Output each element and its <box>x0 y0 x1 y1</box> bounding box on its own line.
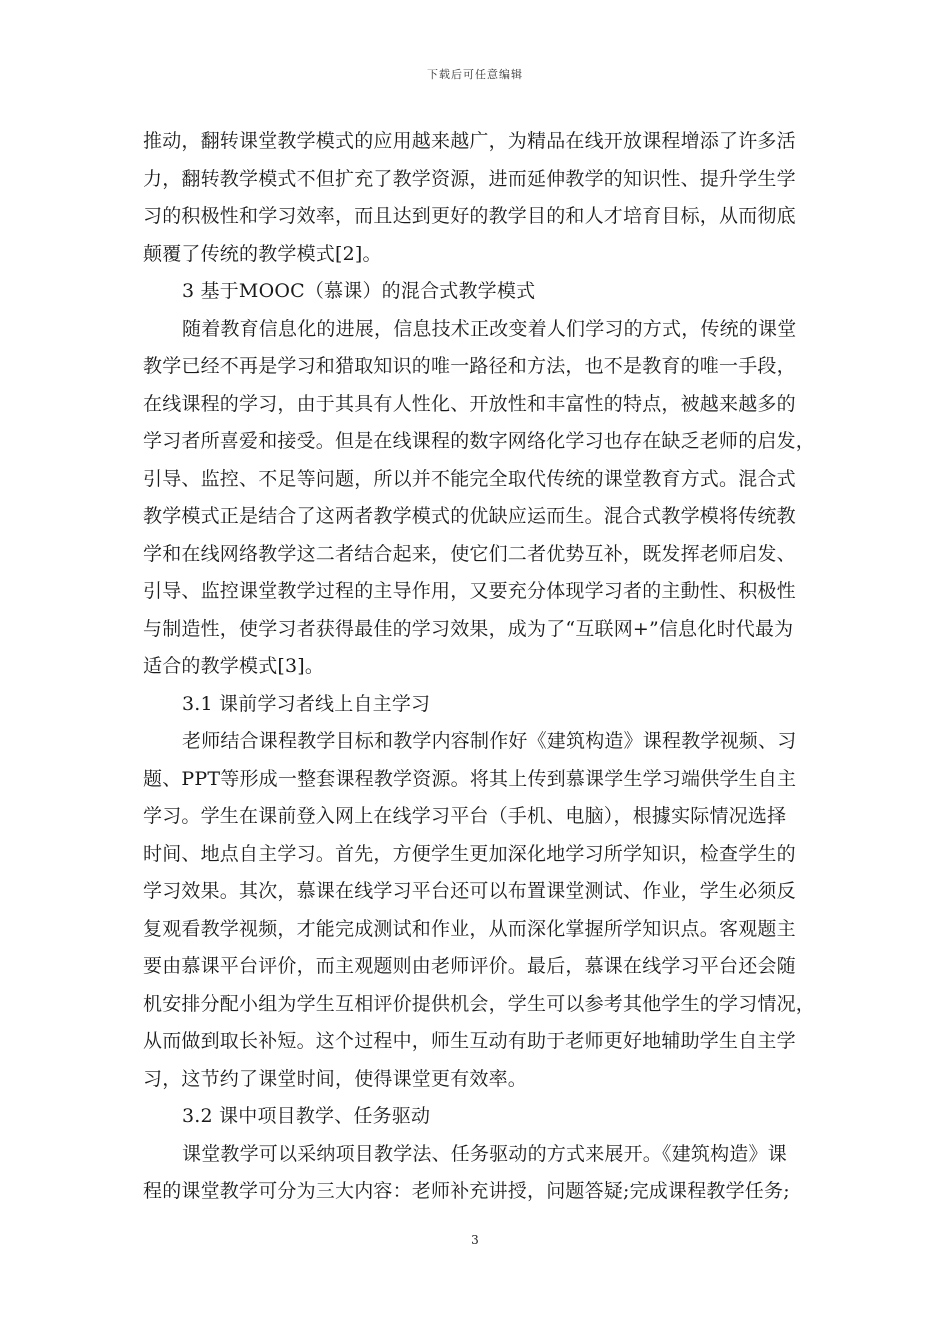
text-line: 推动，翻转课堂教学模式的应用越来越广，为精品在线开放课程增添了许多活 <box>143 130 796 152</box>
text-line: 机安排分配小组为学生互相评价提供机会，学生可以参考其他学生的学习情况， <box>143 992 816 1015</box>
text-line: 力，翻转教学模式不但扩充了教学资源，进而延伸教学的知识性、提升学生学 <box>143 167 796 190</box>
text-line: 程的课堂教学可分为三大内容：老师补充讲授，问题答疑;完成课程教学任务; <box>143 1180 790 1202</box>
text-line: 习的积极性和学习效率，而且达到更好的教学目的和人才培育目标，从而彻底 <box>143 205 796 227</box>
text-line: 引导、监控、不足等问题，所以并不能完全取代传统的课堂教育方式。混合式 <box>143 467 796 490</box>
text-line: 课堂教学可以采纳项目教学法、任务驱动的方式来展开。《建筑构造》课 <box>182 1142 787 1165</box>
text-line: 3.1 课前学习者线上自主学习 <box>182 692 431 715</box>
text-line: 学习效果。其次，慕课在线学习平台还可以布置课堂测试、作业，学生必须反 <box>143 880 796 902</box>
text-line: 与制造性，使学习者获得最佳的学习效果，成为了“互联网+”信息化时代最为 <box>143 617 794 640</box>
text-line: 习，这节约了课堂时间，使得课堂更有效率。 <box>143 1067 528 1090</box>
text-line: 教学已经不再是学习和猎取知识的唯一路径和方法，也不是教育的唯一手段， <box>143 355 796 377</box>
text-line: 颠覆了传统的教学模式[2]。 <box>143 242 382 265</box>
page-header: 下载后可任意编辑 <box>427 68 523 81</box>
text-line: 3.2 课中项目教学、任务驱动 <box>182 1105 431 1127</box>
text-line: 引导、监控课堂教学过程的主导作用，又要充分体现学习者的主動性、积极性 <box>143 580 796 602</box>
text-line: 从而做到取长补短。这个过程中，师生互动有助于老师更好地辅助学生自主学 <box>143 1030 796 1052</box>
text-line: 适合的教学模式[3]。 <box>143 655 325 677</box>
text-line: 教学模式正是结合了这两者教学模式的优缺应运而生。混合式教学模将传统教 <box>143 505 796 527</box>
text-line: 老师结合课程教学目标和教学内容制作好《建筑构造》课程教学视频、习 <box>182 730 797 752</box>
text-line: 时间、地点自主学习。首先，方便学生更加深化地学习所学知识，检查学生的 <box>143 842 796 865</box>
text-line: 在线课程的学习，由于其具有人性化、开放性和丰富性的特点，被越来越多的 <box>143 392 796 415</box>
text-line: 学习。学生在课前登入网上在线学习平台（手机、电脑），根據实际情况选择 <box>143 805 787 827</box>
text-line: 学习者所喜爱和接受。但是在线课程的数字网络化学习也存在缺乏老师的启发， <box>143 430 816 452</box>
text-line: 复观看教学视频，才能完成测试和作业，从而深化掌握所学知识点。客观题主 <box>143 917 796 940</box>
text-line: 随着教育信息化的进展，信息技术正改变着人们学习的方式，传统的课堂 <box>182 317 797 340</box>
document-body <box>143 123 816 1211</box>
text-line: 学和在线网络教学这二者结合起来，使它们二者优势互补，既发挥老师启发、 <box>143 542 796 565</box>
page-number: 3 <box>471 1233 479 1247</box>
text-line: 3 基于MOOC（慕课）的混合式教学模式 <box>182 280 536 302</box>
text-line: 题、PPT等形成一整套课程教学资源。将其上传到慕课学生学习端供学生自主 <box>143 767 797 790</box>
text-line: 要由慕课平台评价，而主观题则由老师评价。最后，慕课在线学习平台还会随 <box>143 955 796 977</box>
